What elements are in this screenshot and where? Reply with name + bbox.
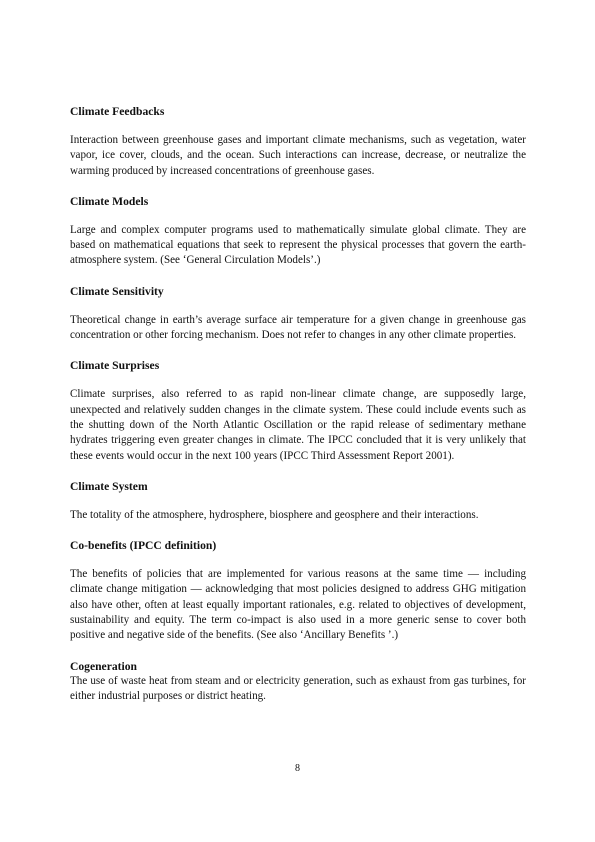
glossary-term: Climate System (70, 479, 148, 493)
glossary-definition: Large and complex computer programs used to mathematically simulate global climate. They are based on mathematical equations that seek to represent the physical processes that govern the earth-atmosphere system. (See ‘General Circulation Models’.) (70, 223, 526, 267)
glossary-definition: The totality of the atmosphere, hydrosphere, biosphere and geosphere and their interactions. (70, 508, 479, 521)
glossary-entry-climate-sensitivity (70, 284, 526, 344)
glossary-term: Climate Feedbacks (70, 105, 165, 118)
glossary-term: Climate Models (70, 194, 149, 208)
glossary-entry-climate-surprises (70, 358, 526, 463)
glossary-term: Co-benefits (IPCC definition) (70, 539, 217, 553)
glossary-definition: The benefits of policies that are implemented for various reasons at the same time — including climate change mitigation — acknowledging that most policies designed to address GHG mitigation also have other, often at least equally important rationales, e.g. related to objectives of development, sustainability and equity. The term co-impact is also used in a more generic sense to cover both positive and negative side of the benefits. (See also ‘Ancillary Benefits ’.) (70, 568, 526, 642)
glossary-definition: Theoretical change in earth’s average surface air temperature for a given change in greenhouse gas concentration or other forcing mechanism. Does not refer to changes in any other climate properties. (70, 313, 526, 342)
glossary-entry-climate-feedbacks (70, 104, 526, 179)
glossary-entry-co-benefits (70, 538, 526, 643)
glossary-page-body (70, 104, 526, 704)
glossary-term: Climate Surprises (70, 359, 160, 373)
glossary-term: Climate Sensitivity (70, 284, 164, 298)
glossary-definition: Climate surprises, also referred to as rapid non-linear climate change, are supposedly large, unexpected and relatively sudden changes in the climate system. These could include events such as the shutting down of the North Atlantic Oscillation or the rapid release of sedimentary methane hydrates triggering even greater changes in climate. The IPCC concluded that it is very unlikely that these events would occur in the next 100 years (IPCC Third Assessment Report 2001). (70, 388, 526, 462)
glossary-definition: Interaction between greenhouse gases and important climate mechanisms, such as vegetation, water vapor, ice cover, clouds, and the ocean. Such interactions can increase, decrease, or neutralize the warming produced by increased concentrations of greenhouse gases. (70, 134, 526, 177)
page-number: 8 (295, 763, 300, 774)
glossary-entry-cogeneration (70, 659, 526, 705)
glossary-entry-climate-models (70, 194, 526, 269)
glossary-term: Cogeneration (70, 659, 137, 673)
glossary-entry-climate-system (70, 479, 526, 523)
glossary-definition: The use of waste heat from steam and or electricity generation, such as exhaust from gas turbines, for either industrial purposes or district heating. (70, 674, 526, 702)
